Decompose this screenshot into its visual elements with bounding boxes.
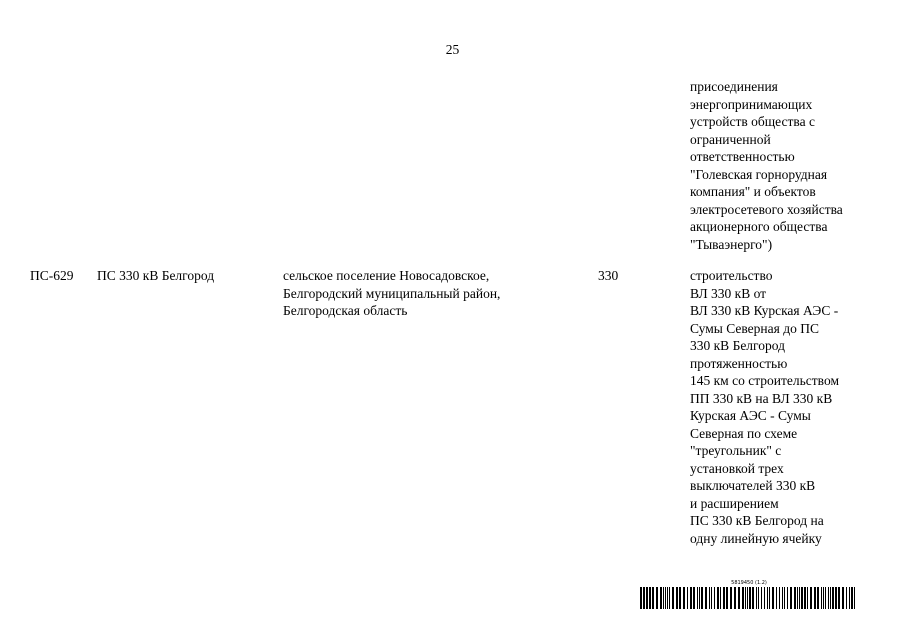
- row-location: сельское поселение Новосадовское, Белгородский муниципальный район, Белгородская область: [283, 268, 501, 318]
- continued-description: присоединения энергопринимающих устройств общества с ограниченной ответственностью "Голевская горнорудная компания" и объектов электросетевого хозяйства акционерного общества "Тываэнерго"): [690, 79, 843, 252]
- page-number: 25: [445, 42, 460, 57]
- row-description: строительство ВЛ 330 кВ от ВЛ 330 кВ Курская АЭС - Сумы Северная до ПС 330 кВ Белгород протяженностью 145 км со строительством ПП 330 кВ на ВЛ 330 кВ Курская АЭС - Сумы Северная по схеме "треугольник" с установкой трех выключателей 330 кВ и расширением ПС 330 кВ Белгород на одну линейную ячейку: [690, 268, 839, 546]
- row-name: ПС 330 кВ Белгород: [97, 268, 215, 283]
- row-id: ПС-629: [30, 268, 74, 283]
- barcode-caption: 5819450 (1.2): [731, 580, 767, 586]
- barcode-bars: [640, 587, 858, 609]
- row-voltage: 330: [598, 268, 619, 283]
- barcode: [640, 580, 858, 609]
